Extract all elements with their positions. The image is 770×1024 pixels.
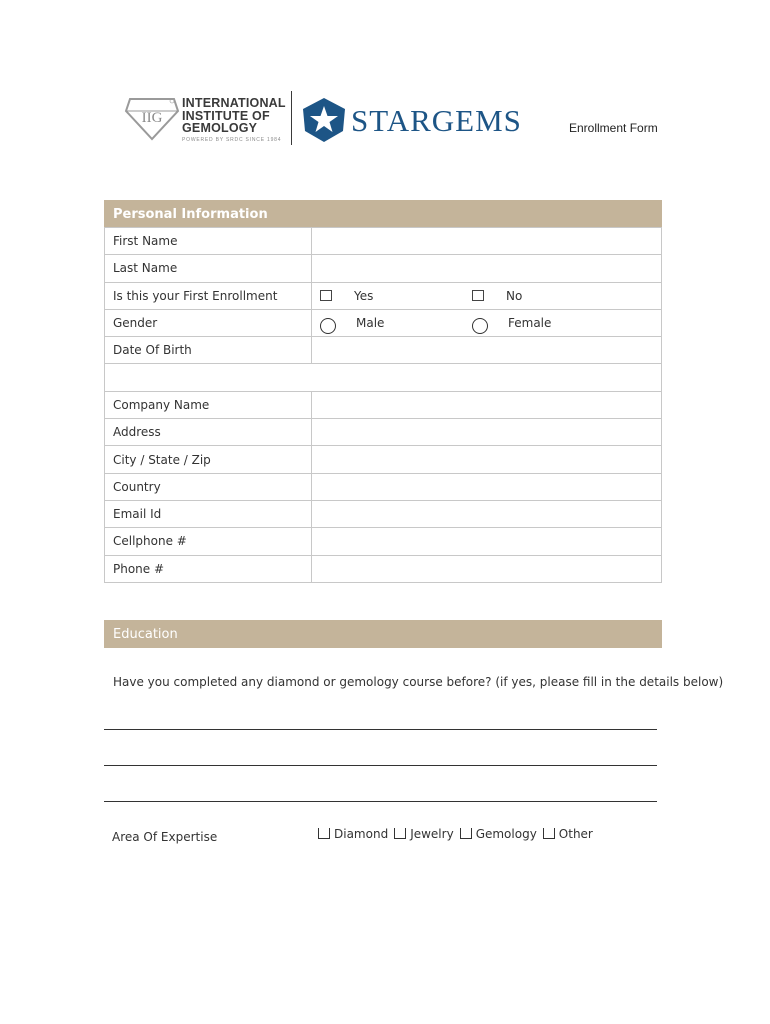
phone-label: Phone #	[105, 555, 312, 582]
cellphone-label: Cellphone #	[105, 528, 312, 555]
personal-info-header: Personal Information	[104, 200, 662, 228]
iig-tagline: POWERED BY SRDC SINCE 1984	[182, 137, 282, 143]
iig-name	[182, 97, 286, 135]
address-label: Address	[105, 419, 312, 446]
logo-divider	[291, 91, 292, 145]
area-option-diamond[interactable]	[318, 827, 388, 841]
first-enrollment-row	[105, 282, 662, 309]
last-name-field[interactable]	[312, 255, 662, 282]
cellphone-field[interactable]	[312, 528, 662, 555]
first-name-row	[105, 228, 662, 255]
cellphone-row	[105, 528, 662, 555]
city-field[interactable]	[312, 446, 662, 473]
area-of-expertise-label: Area Of Expertise	[112, 830, 218, 844]
iig-name-line-1: INTERNATIONAL	[182, 96, 286, 110]
iig-name-line-3: GEMOLOGY	[182, 121, 258, 135]
gender-row	[105, 309, 662, 336]
no-checkbox[interactable]	[472, 290, 484, 301]
company-label: Company Name	[105, 391, 312, 418]
male-radio[interactable]	[320, 318, 336, 334]
stargems-star-icon	[301, 97, 347, 143]
education-question: Have you completed any diamond or gemology course before? (if yes, please fill in the details below)	[113, 675, 724, 689]
area-of-expertise-options	[318, 827, 599, 841]
email-field[interactable]	[312, 500, 662, 527]
personal-info-table	[104, 227, 662, 583]
city-row	[105, 446, 662, 473]
gender-options	[312, 309, 662, 336]
yes-label: Yes	[354, 288, 374, 303]
country-row	[105, 473, 662, 500]
area-option-gemology[interactable]	[460, 827, 537, 841]
yes-checkbox[interactable]	[320, 290, 332, 301]
jewelry-checkbox[interactable]	[394, 828, 406, 839]
first-name-label: First Name	[105, 228, 312, 255]
company-row	[105, 391, 662, 418]
dob-field[interactable]	[312, 337, 662, 364]
phone-field[interactable]	[312, 555, 662, 582]
first-name-field[interactable]	[312, 228, 662, 255]
form-title: Enrollment Form	[569, 121, 658, 135]
dob-row	[105, 337, 662, 364]
area-option-jewelry[interactable]	[394, 827, 454, 841]
address-row	[105, 419, 662, 446]
education-answer-line-3[interactable]	[104, 801, 657, 802]
iig-mark: IIG	[141, 110, 163, 126]
diamond-label: Diamond	[334, 827, 389, 841]
iig-logo-icon	[124, 95, 180, 141]
education-answer-line-2[interactable]	[104, 765, 657, 766]
email-row	[105, 500, 662, 527]
city-label: City / State / Zip	[105, 446, 312, 473]
stargems-name: STARGEMS	[351, 103, 522, 138]
female-radio[interactable]	[472, 318, 488, 334]
spacer-row	[105, 364, 662, 391]
female-label: Female	[508, 316, 552, 331]
gemology-checkbox[interactable]	[460, 828, 472, 839]
iig-name-line-2: INSTITUTE OF	[182, 108, 270, 123]
first-enrollment-label: Is this your First Enrollment	[105, 282, 312, 309]
first-enrollment-options	[312, 282, 662, 309]
spacer-cell	[105, 364, 662, 391]
company-field[interactable]	[312, 391, 662, 418]
gender-label: Gender	[105, 309, 312, 336]
diamond-checkbox[interactable]	[318, 828, 330, 839]
country-field[interactable]	[312, 473, 662, 500]
phone-row	[105, 555, 662, 582]
jewelry-label: Jewelry	[410, 827, 454, 841]
other-checkbox[interactable]	[543, 828, 555, 839]
address-field[interactable]	[312, 419, 662, 446]
country-label: Country	[105, 473, 312, 500]
other-label: Other	[558, 827, 593, 841]
no-label: No	[506, 288, 523, 303]
male-label: Male	[356, 316, 385, 331]
last-name-label: Last Name	[105, 255, 312, 282]
email-label: Email Id	[105, 500, 312, 527]
gemology-label: Gemology	[475, 827, 537, 841]
last-name-row	[105, 255, 662, 282]
education-header: Education	[104, 620, 662, 648]
dob-label: Date Of Birth	[105, 337, 312, 364]
area-option-other[interactable]	[543, 827, 593, 841]
education-answer-line-1[interactable]	[104, 729, 657, 730]
